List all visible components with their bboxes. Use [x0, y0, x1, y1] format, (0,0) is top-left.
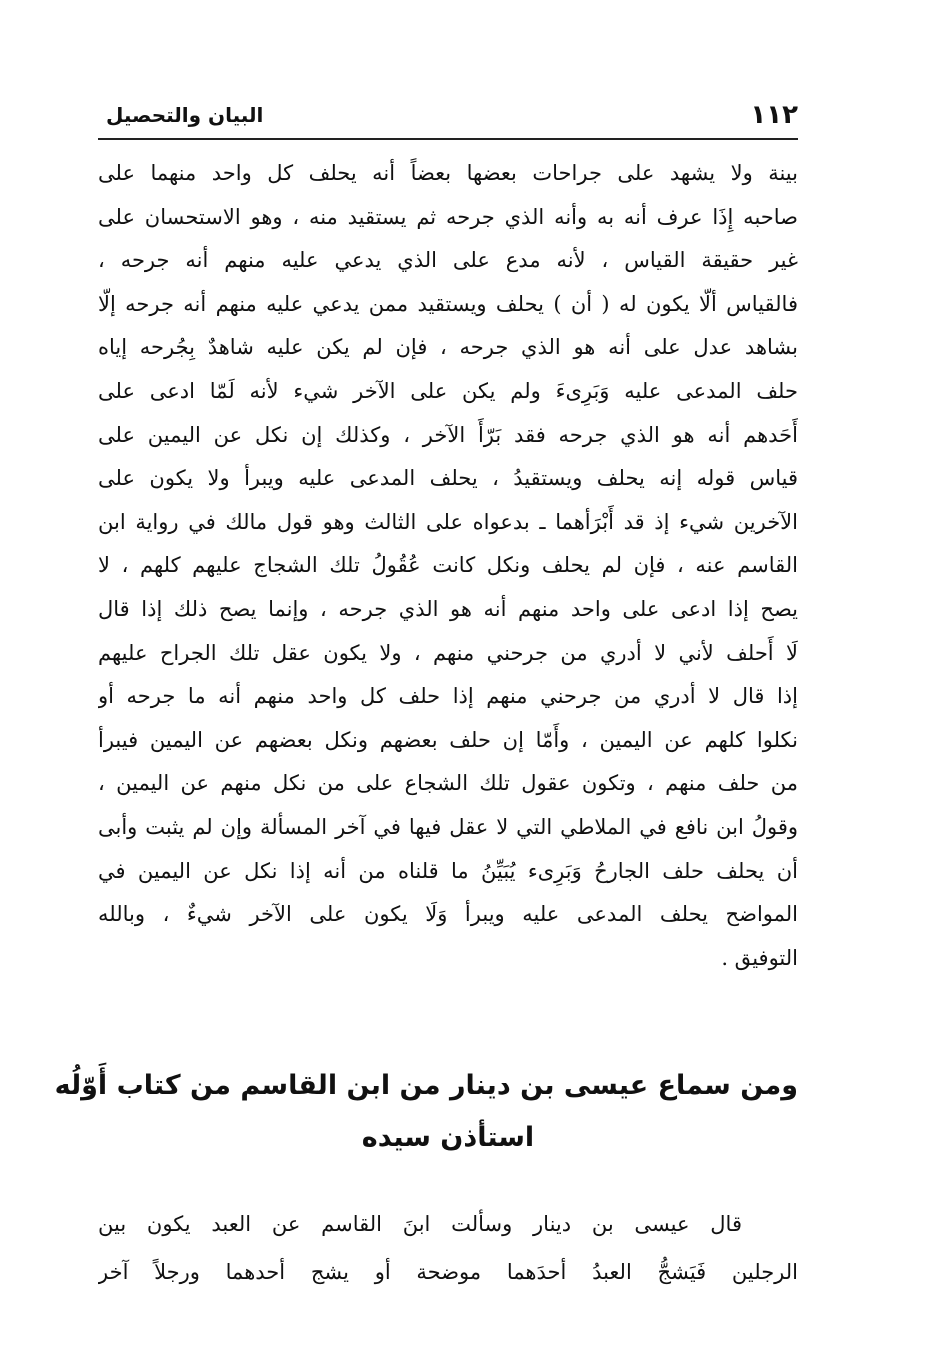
text-line: المواضح يحلف المدعى عليه ويبرأ وَلَا يكون على الآخر شيءٌ ، وبالله: [98, 902, 798, 927]
text-line: بينة ولا يشهد على جراحات بعضها بعضاً أنه يحلف كل واحد منهما على: [98, 161, 798, 185]
text-line: قال عيسى بن دينار وسألت ابنَ القاسم عن العبد يكون بين: [98, 1212, 742, 1236]
section-heading-line: ومن سماع عيسى بن دينار من ابن القاسم من كتاب أَوّلُه: [54, 1070, 798, 1101]
text-line: نكلوا كلهم عن اليمين ، وأَمّا إن حلف بعضهم ونكل بعضهم عن اليمين فيبرأ: [98, 727, 798, 752]
text-line: حلف المدعى عليه وَبَرِىءَ ولم يكن على الآخر شيء لأنه لَمّا ادعى على: [98, 378, 798, 403]
text-line: التوفيق .: [721, 945, 798, 970]
text-line: القاسم عنه ، فإن لم يحلف ونكل كانت عُقُولُ تلك الشجاج عليهم كلهم ، لا: [98, 553, 798, 578]
section-paragraph: [98, 1200, 798, 1296]
text-line: غير حقيقة القياس ، لأنه مدع على الذي يدعي عليه منهم أنه جرحه ،: [98, 248, 798, 273]
section-heading: [54, 1060, 798, 1164]
text-line: قياس قوله إنه يحلف ويستقيدُ ، يحلف المدعى عليه ويبرأ ولا يكون على: [98, 466, 798, 491]
text-line: الرجلين فَيَشجُّ العبدُ أحدَهما موضحة أو يشج أحدهما ورجلاً آخر: [98, 1260, 798, 1284]
main-paragraph: [98, 152, 798, 980]
text-line: الآخرين شيء إذ قد أَبْرَأهما ـ بدعواه على الثالث وهو قول مالك في رواية ابن: [98, 509, 798, 534]
text-line: وقولُ ابن نافع في الملاطي التي لا عقل فيها في آخر المسألة وإن لم يثبت وأبى: [98, 814, 798, 839]
page-number: ١١٢: [750, 100, 798, 130]
text-line: صاحبه إِذَا عرف أنه به وأنه الذي جرحه ثم يستقيد منه ، وهو الاستحسان على: [98, 204, 798, 229]
text-line: فالقياس ألّا يكون له ( أن ) يحلف ويستقيد ممن يدعي عليه منهم أنه جرحه إلّا: [98, 291, 798, 316]
running-title: البيان والتحصيل: [106, 103, 264, 127]
text-line: يصح إذا ادعى على واحد منهم أنه هو الذي جرحه ، وإنما يصح ذلك إذا قال: [98, 596, 798, 621]
page-header: [98, 96, 798, 136]
text-line: أن يحلف حلف الجارحُ وَبَرِىء يُبَيِّنُ ما قلناه من أنه إذا نكل عن اليمين في: [98, 858, 798, 883]
text-line: إذا قال لا أدري من جرحني منهم إذا حلف كل واحد منهم أنه ما جرحه أو: [98, 684, 798, 709]
text-line: لَا أَحلف لأني لا أدري من جرحني منهم ، ولا يكون عقل تلك الجراح عليهم: [98, 640, 798, 665]
text-line: من حلف منهم ، وتكون عقول تلك الشجاع على من نكل منهم عن اليمين ،: [98, 771, 798, 796]
section-heading-line: استأذن سيده: [361, 1122, 535, 1153]
text-line: بشاهد عدل على أنه هو الذي جرحه ، فإن لم يكن عليه شاهدٌ بِجُرحه إياه: [98, 335, 798, 360]
header-divider: [98, 138, 798, 140]
text-line: أَحَدهم أنه هو الذي جرحه فقد بَرّأَ الآخر ، وكذلك إن نكل عن اليمين على: [98, 422, 798, 447]
